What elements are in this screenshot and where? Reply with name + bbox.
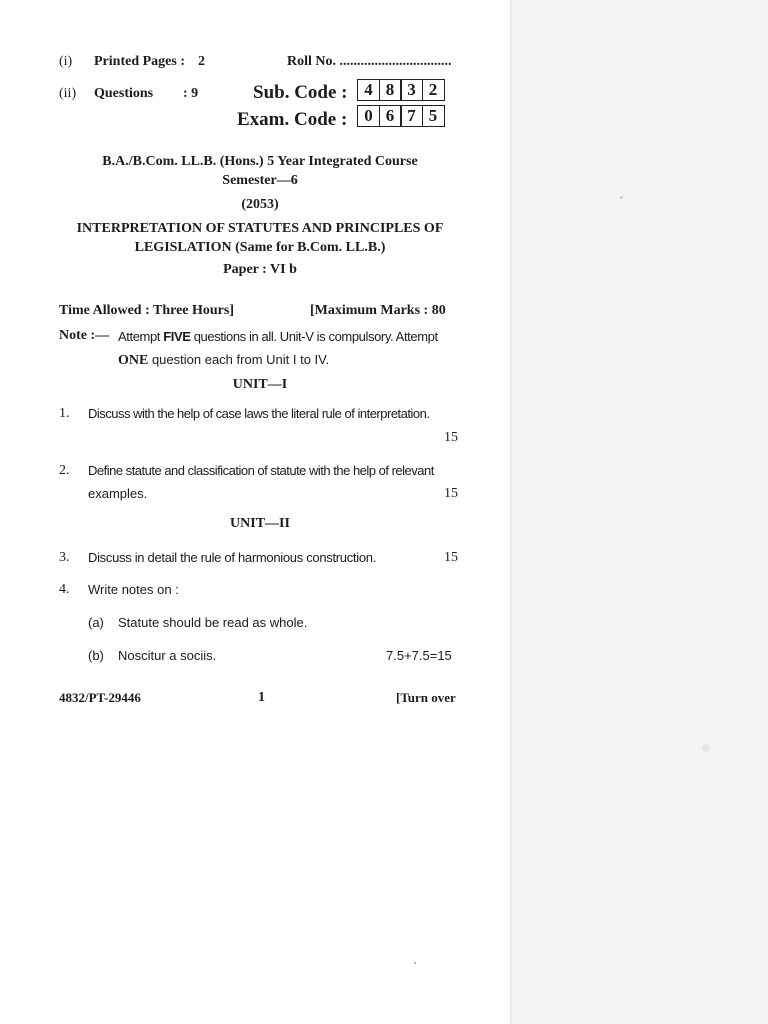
sub-code-digit: 2 — [422, 79, 445, 101]
question-marks: 15 — [444, 550, 458, 565]
unit-heading: UNIT—I — [232, 377, 288, 392]
scan-speck — [702, 744, 710, 752]
exam-code-digit: 5 — [422, 105, 445, 127]
sub-code-digit: 4 — [357, 79, 380, 101]
subject-title-line-2: LEGISLATION (Same for B.Com. LL.B.) — [134, 240, 386, 255]
paper-code: 4832/PT-29446 — [59, 690, 141, 705]
sub-code-label: Sub. Code : — [253, 82, 348, 103]
question-text: Write notes on : — [88, 582, 179, 597]
question-text: Define statute and classification of statute with the help of relevant — [88, 463, 434, 478]
note-line-1: Attempt FIVE questions in all. Unit-V is compulsory. Attempt — [118, 329, 438, 344]
turn-over-note: [Turn over — [396, 690, 456, 705]
sub-code-boxes — [357, 79, 445, 101]
question-number: 1. — [59, 406, 70, 421]
exam-code-boxes — [357, 105, 445, 127]
subquestion-label: (a) — [88, 615, 104, 630]
subquestion-label: (b) — [88, 648, 104, 663]
page-edge — [510, 0, 512, 1024]
sub-code-digit: 3 — [400, 79, 423, 101]
question-marks: 15 — [444, 430, 458, 445]
scan-speck — [620, 196, 623, 199]
subquestion-text: Statute should be read as whole. — [118, 615, 308, 630]
question-text: Discuss in detail the rule of harmonious construction. — [88, 550, 377, 565]
question-text: Discuss with the help of case laws the literal rule of interpretation. — [88, 406, 430, 421]
paper-number: Paper : VI b — [223, 262, 297, 277]
questions-label: Questions — [94, 86, 154, 101]
note-line-2: ONE question each from Unit I to IV. — [118, 352, 330, 368]
subject-title-line-1: INTERPRETATION OF STATUTES AND PRINCIPLES OF — [76, 221, 444, 236]
sub-code-digit: 8 — [379, 79, 402, 101]
printed-pages-number: (i) — [59, 54, 73, 69]
time-allowed: Time Allowed : Three Hours] — [59, 303, 234, 318]
scan-speck — [414, 962, 416, 964]
printed-pages-value: 2 — [198, 54, 205, 69]
questions-number: (ii) — [59, 86, 77, 101]
semester: Semester—6 — [222, 173, 298, 188]
questions-value: : 9 — [183, 86, 199, 101]
question-number: 3. — [59, 550, 70, 565]
exam-code-digit: 7 — [400, 105, 423, 127]
page-number: 1 — [258, 690, 265, 705]
note-label: Note :— — [59, 328, 110, 343]
subquestion-text: Noscitur a sociis. — [118, 648, 217, 663]
question-marks: 15 — [444, 486, 458, 501]
question-text-continued: examples. — [88, 486, 148, 501]
question-marks: 7.5+7.5=15 — [386, 648, 452, 663]
exam-code-digit: 0 — [357, 105, 380, 127]
maximum-marks: [Maximum Marks : 80 — [310, 303, 446, 318]
printed-pages-label: Printed Pages : — [94, 54, 185, 69]
question-number: 4. — [59, 582, 70, 597]
unit-heading: UNIT—II — [230, 516, 290, 531]
question-number: 2. — [59, 463, 70, 478]
year-code: (2053) — [241, 197, 279, 212]
exam-code-digit: 6 — [379, 105, 402, 127]
exam-code-label: Exam. Code : — [237, 109, 348, 130]
course-title: B.A./B.Com. LL.B. (Hons.) 5 Year Integrated Course — [102, 154, 418, 169]
roll-number-field: Roll No. ................................ — [287, 54, 452, 69]
